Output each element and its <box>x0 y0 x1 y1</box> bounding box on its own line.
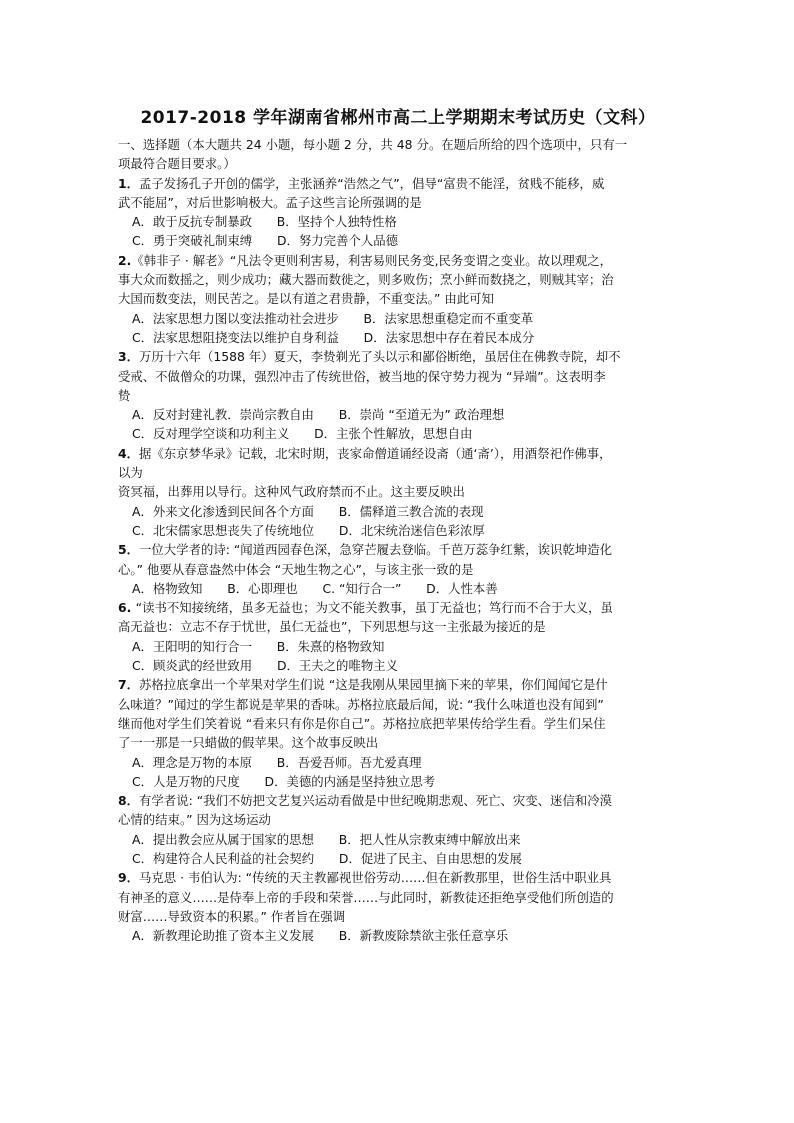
question-stem-text: 一位大学者的诗: “闻道西园春色深，急穿芒履去登临。千芭万蕊争红紫，诶识乾坤造化 <box>139 542 613 558</box>
question-stem-text: 武不能屈”，对后世影响极大。孟子这些言论所强调的是 <box>118 194 422 210</box>
question-stem-text: 事大众而数摇之，则少成功；藏大器而数徙之，则多败伤；烹小鲜而数挠之，则贼其宰；治 <box>118 272 614 288</box>
question-number: 3． <box>118 349 140 365</box>
question-stem-line <box>118 791 678 810</box>
question-item <box>118 347 678 443</box>
question-stem-line <box>118 695 678 714</box>
question-stem-line <box>118 810 678 829</box>
answer-options-line: A．理念是万物的本原 B．吾爱吾师。吾尤爱真理 <box>132 754 422 770</box>
question-item <box>118 598 678 675</box>
page-title: 2017-2018 学年湖南省郴州市高二上学期期末考试历史（文科） <box>140 108 656 128</box>
question-stem-line <box>118 617 678 636</box>
answer-options-line: A．法家思想力图以变法推动社会进步 B．法家思想重稳定而不重变革 <box>132 310 534 326</box>
question-stem-text: 受戒、不做僧众的功课，强烈冲击了传统世俗，被当地的保守势力视为 “异端”。这表明李 <box>118 368 606 384</box>
question-stem-line <box>118 270 678 289</box>
question-stem-text: “读书不知接统绪，虽多无益也；为文不能关教事，虽丁无益也；笃行而不合于大义，虽 <box>135 600 613 616</box>
question-stem-text: 苏格拉底拿出一个苹果对学生们说 “这是我刚从果园里摘下来的苹果，你们闻闻它是什 <box>139 677 608 693</box>
question-stem-line <box>118 444 678 463</box>
question-stem-text: 继而他对学生们笑着说 “看来只有你是你自己”。苏格拉底把苹果传给学生看。学生们呆住 <box>118 715 606 731</box>
question-stem-text: 有学者说: “我们不妨把文艺复兴运动看做是中世纪晚期悲观、死亡、灾变、迷信和冷漠 <box>139 793 613 809</box>
question-stem-text: 以为 <box>118 465 143 481</box>
question-number: 7． <box>118 677 140 693</box>
question-stem-line <box>118 733 678 752</box>
question-stem-text: 《韩非子 · 解老》“凡法令更则利害易，利害易则民务变,民务变谓之变业。故以理观之， <box>131 252 612 268</box>
question-stem-text: 么味道？”闻过的学生都说是苹果的香味。苏格拉底最后闻，说: “我什么味道也没有闻到” <box>118 696 604 712</box>
answer-options-line: C．构建符合人民利益的社会契约 D．促进了民主、自由思想的发展 <box>132 850 522 866</box>
question-item <box>118 174 678 251</box>
question-number: 1． <box>118 175 140 191</box>
question-item <box>118 540 678 598</box>
answer-options-line: C．反对理学空谈和功利主义 D．主张个性解放，思想自由 <box>132 426 473 442</box>
answer-options-line: A．反对封建礼教．崇尚宗教自由 B．崇尚 “至道无为” 政治理想 <box>132 407 505 423</box>
answer-options-line: C．人是万物的尺度 D．美德的内涵是坚持独立思考 <box>132 773 436 789</box>
exam-page <box>118 103 678 945</box>
question-number: 4． <box>118 445 140 461</box>
question-number: 5． <box>118 542 140 558</box>
question-stem-line <box>118 193 678 212</box>
question-stem-text: 马克思 · 韦伯认为: “传统的天主教鄙视世俗劳动……但在新教那里，世俗生活中职业具 <box>139 870 612 886</box>
question-stem-text: 贽 <box>118 387 131 403</box>
question-stem-line <box>118 347 678 366</box>
question-stem-line <box>118 888 678 907</box>
answer-options-line: C．北宋儒家思想丧失了传统地位 D．北宋统治迷信色彩浓厚 <box>132 522 485 538</box>
question-stem-text: 高无益也：立志不存于忧世，虽仁无益也”，下列思想与这一主张最为接近的是 <box>118 619 546 635</box>
question-item <box>118 444 678 540</box>
question-list <box>118 174 678 946</box>
answer-options-line: C．顾炎武的经世致用 D．王夫之的唯物主义 <box>132 658 399 674</box>
question-number: 2. <box>118 252 132 268</box>
question-number: 9． <box>118 870 140 886</box>
answer-options-line: C．法家思想阻挠变法以维护自身利益 D．法家思想中存在着民本成分 <box>132 329 535 345</box>
question-item <box>118 791 678 868</box>
question-stem-line <box>118 251 678 270</box>
question-stem-text: 资冥福，出葬用以导行。这种风气政府禁而不止。这主要反映出 <box>118 484 465 500</box>
answer-options-line: A．新教理论助推了资本主义发展 B．新教废除禁欲主张任意享乐 <box>132 928 509 944</box>
question-stem-line <box>118 482 678 501</box>
question-stem-line <box>118 174 678 193</box>
question-stem-text: 心。” 他要从春意盎然中体会 “天地生物之心”，与该主张一致的是 <box>118 561 474 577</box>
question-stem-text: 了一一那是一只蜡做的假苹果。这个故事反映出 <box>118 735 379 751</box>
question-number: 6. <box>118 600 136 616</box>
question-stem-line <box>118 868 678 887</box>
question-stem-line <box>118 289 678 308</box>
question-stem-text: 万历十六年（1588 年）夏天，李贽剃光了头以示和鄙俗断绝，虽居住在佛教寺院，却不 <box>139 349 621 365</box>
question-stem-text: 心情的结束。” 因为这场运动 <box>118 812 271 828</box>
question-stem-text: 据《东京梦华录》记载，北宋时期，丧家命僧道诵经设斋（通‘斋’），用酒祭祀作佛事， <box>139 445 612 461</box>
question-stem-line <box>118 907 678 926</box>
question-stem-text: 大国而数变法，则民苦之。是以有道之君贵静，不重变法。” 由此可知 <box>118 291 494 307</box>
question-item <box>118 868 678 945</box>
question-stem-text: 孟子发扬孔子开创的儒学，主张涵养“浩然之气”，倡导“富贵不能淫，贫贱不能移，威 <box>139 175 605 191</box>
question-stem-line <box>118 560 678 579</box>
question-stem-line <box>118 463 678 482</box>
answer-options-line: A．提出教会应从属于国家的思想 B．把人性从宗教束缚中解放出来 <box>132 831 521 847</box>
question-stem-line <box>118 675 678 694</box>
question-stem-line <box>118 386 678 405</box>
question-stem-line <box>118 714 678 733</box>
question-stem-text: 有神圣的意义……是侍奉上帝的手段和荣誉……与此同时，新教徒还拒绝享受他们所创造的 <box>118 889 614 905</box>
question-item <box>118 251 678 347</box>
section-heading-line: 一、选择题（本大题共 24 小题，每小题 2 分，共 48 分。在题后所给的四个选项中，只有一 <box>118 137 628 152</box>
answer-options-line: A．格物致知 B．心即理也 C. “知行合一” D．人性本善 <box>132 580 498 596</box>
answer-options-line: A．王阳明的知行合一 B．朱熹的格物致知 <box>132 638 385 654</box>
question-stem-line <box>118 367 678 386</box>
question-item <box>118 675 678 791</box>
section-heading-line: 项最符合题目要求。） <box>118 156 236 172</box>
answer-options-line: C．勇于突破礼制束缚 D．努力完善个人品德 <box>132 233 399 249</box>
question-stem-line <box>118 540 678 559</box>
question-stem-line <box>118 598 678 617</box>
question-stem-text: 财富……导致资本的积累。” 作者旨在强调 <box>118 908 346 924</box>
question-number: 8． <box>118 793 140 809</box>
answer-options-line: A．外来文化渗透到民间各个方面 B．儒释道三教合流的表现 <box>132 503 484 519</box>
answer-options-line: A．敢于反抗专制暴政 B．坚持个人独特性格 <box>132 214 397 230</box>
